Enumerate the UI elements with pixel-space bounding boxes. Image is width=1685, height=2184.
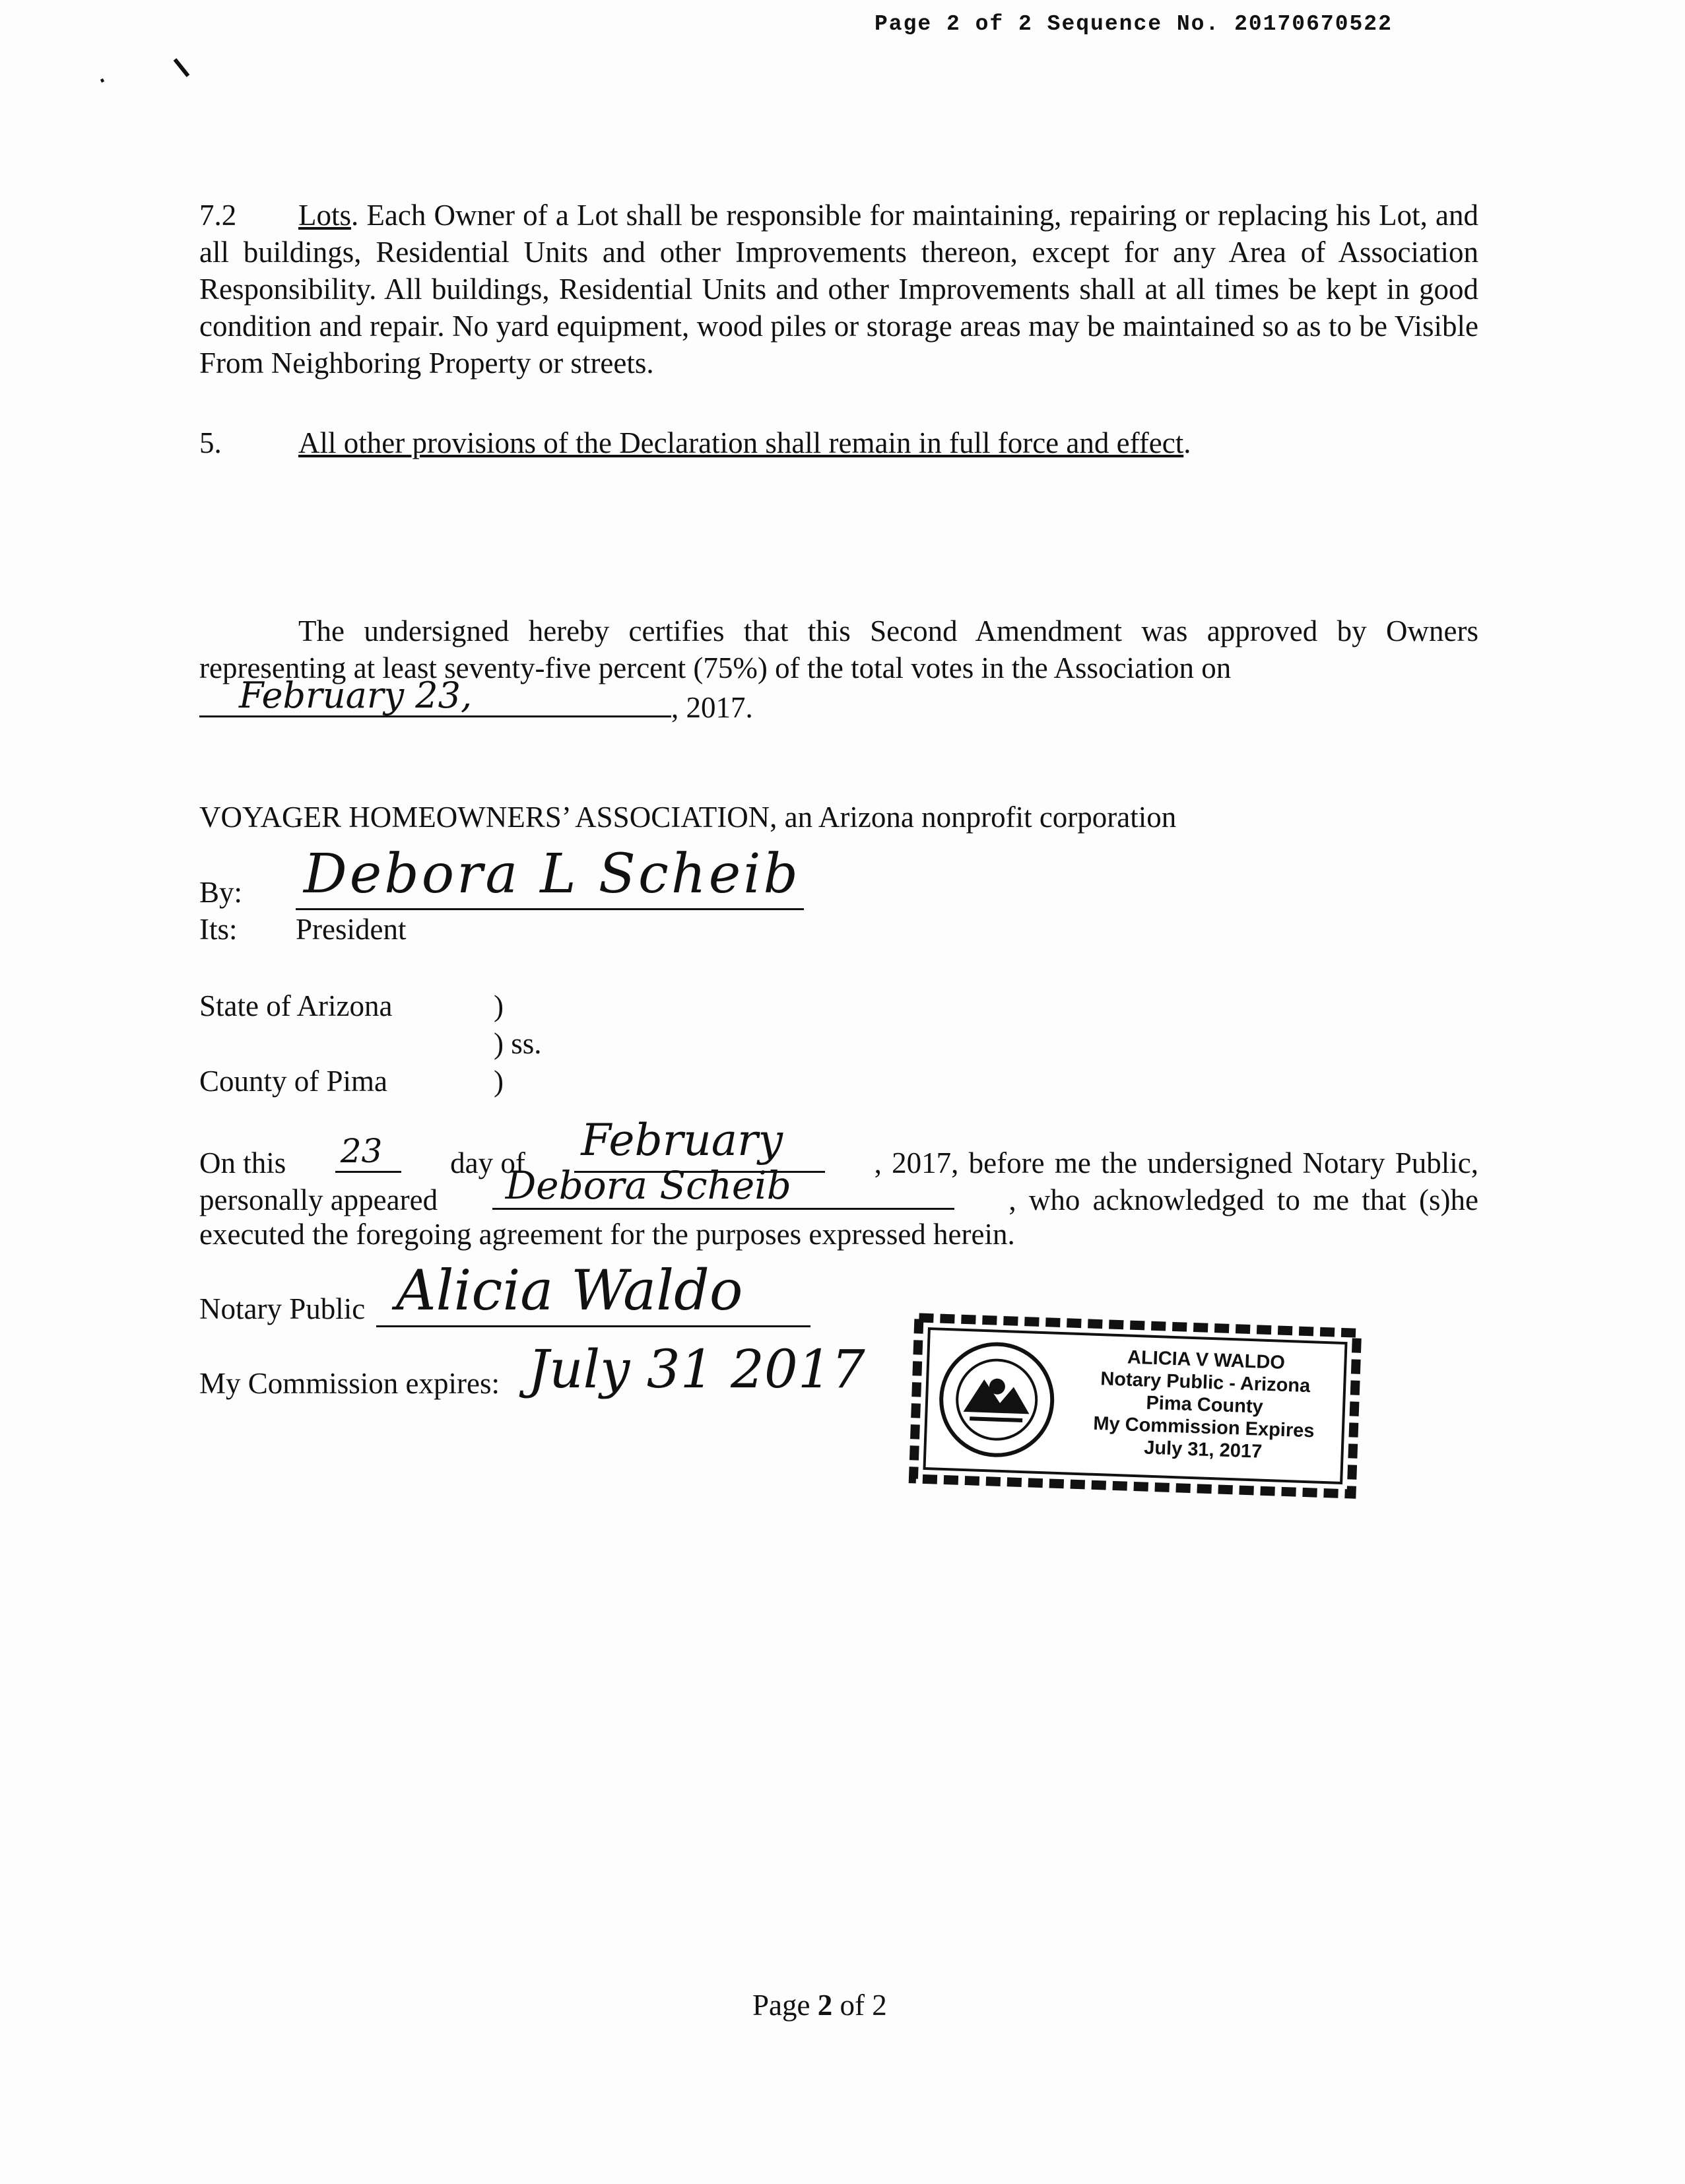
ack-appeared-field [492, 1163, 954, 1210]
by-signature-line [296, 908, 804, 910]
commission-label: My Commission expires: [199, 1367, 500, 1400]
page-footer-prefix: Page [752, 1989, 818, 2022]
stamp-text [1064, 1344, 1345, 1466]
stamp-line-2: Notary Public - Arizona [1100, 1368, 1311, 1397]
stamp-line-4: My Commission Expires [1092, 1412, 1315, 1442]
section-7-2 [199, 197, 1478, 381]
ack-day-field [335, 1132, 401, 1173]
stamp-line-5: July 31, 2017 [1143, 1437, 1263, 1463]
certification-date-line [199, 675, 753, 724]
ack-line-3: executed the foregoing agreement for the purposes expressed herein. [199, 1218, 1015, 1251]
page-footer [752, 1987, 887, 2024]
section-7-2-heading: Lots [298, 199, 352, 232]
association-name: VOYAGER HOMEOWNERS’ ASSOCIATION, an Arizona nonprofit corporation [199, 801, 1177, 834]
its-value: President [296, 913, 407, 946]
ack-month-handwritten: February [581, 1115, 783, 1166]
by-signature: Debora L Scheib [304, 843, 801, 906]
section-7-2-body: . Each Owner of a Lot shall be responsible for maintaining, repairing or replacing his Lot, and all buildings, Residential Units and other Improvements thereon, except for any Area of Association Responsibility. All buildings, Residential Units and other Improvements shall at all times be kept in good condition and repair. No yard equipment, wood piles or storage areas may be maintained so as to be Visible From Neighboring Property or streets. [199, 199, 1478, 380]
venue-ss: ) ss. [494, 1027, 542, 1060]
notary-label: Notary Public [199, 1292, 366, 1325]
section-5-text: All other provisions of the Declaration shall remain in full force and effect [298, 426, 1184, 459]
ack-day-of: day of [450, 1146, 525, 1179]
page-footer-number: 2 [817, 1989, 833, 2022]
certification-date-field [199, 675, 671, 717]
ack-after-name: , who acknowledged to me that (s)he [1008, 1183, 1478, 1216]
section-5-number: 5. [199, 426, 222, 459]
venue-paren-1: ) [494, 989, 504, 1022]
ack-line-1 [199, 1115, 1478, 1181]
by-label: By: [199, 876, 243, 909]
scan-marks [96, 56, 195, 96]
certification-date-handwritten: February 23, [239, 675, 473, 716]
its-label: Its: [199, 913, 238, 946]
arizona-seal-icon [935, 1339, 1058, 1461]
venue-paren-2: ) [494, 1065, 504, 1098]
commission-handwritten: July 31 2017 [528, 1339, 865, 1400]
certification-paragraph: The undersigned hereby certifies that this Second Amendment was approved by Owners representing at least seventy-five percent (75%) of the total votes in the Association on [199, 614, 1478, 684]
section-5 [199, 424, 1191, 461]
section-5-period: . [1183, 426, 1191, 459]
ack-after-month: , 2017, before me the undersigned Notary Public, [874, 1146, 1478, 1179]
ack-day-handwritten: 23 [340, 1132, 383, 1170]
notary-stamp [908, 1312, 1363, 1500]
ack-line-2 [199, 1163, 1478, 1218]
sequence-header: Page 2 of 2 Sequence No. 20170670522 [875, 12, 1393, 36]
ack-appeared-handwritten: Debora Scheib [505, 1163, 791, 1208]
page-footer-suffix: of 2 [832, 1989, 887, 2022]
venue-county: County of Pima [199, 1065, 388, 1098]
section-7-2-number: 7.2 [199, 199, 237, 232]
ack-on-this: On this [199, 1146, 286, 1179]
venue-state: State of Arizona [199, 989, 393, 1022]
stamp-line-3: Pima County [1145, 1392, 1264, 1418]
certification-year: , 2017. [671, 691, 753, 724]
notary-signature: Alicia Waldo [396, 1258, 743, 1323]
stamp-name: ALICIA V WALDO [1127, 1346, 1286, 1373]
notary-signature-line [376, 1325, 810, 1327]
ack-personally-appeared: personally appeared [199, 1183, 438, 1216]
